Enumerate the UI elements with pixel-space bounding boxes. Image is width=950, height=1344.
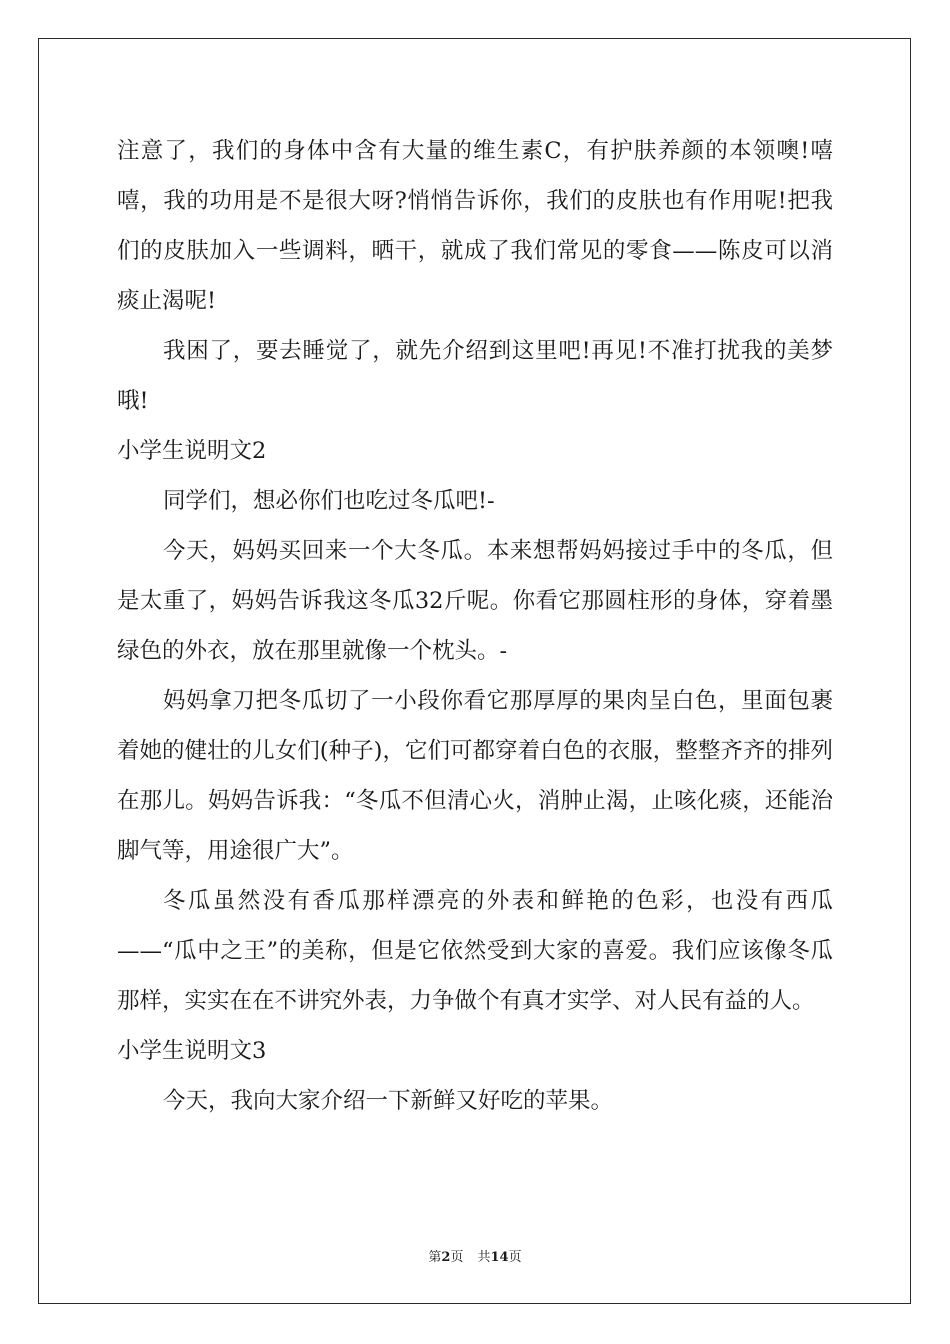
total-page-number: 14 — [490, 1250, 509, 1265]
paragraph: 同学们，想必你们也吃过冬瓜吧!- — [163, 488, 495, 514]
total-suffix: 页 — [508, 1250, 522, 1265]
page-footer — [0, 1246, 950, 1265]
page-suffix: 页 — [450, 1250, 464, 1265]
paragraph: 今天，妈妈买回来一个大冬瓜。本来想帮妈妈接过手中的冬瓜，但是太重了，妈妈告诉我这冬瓜32斤呢。你看它那圆柱形的身体，穿着墨绿色的外衣，放在那里就像一个枕头。- — [117, 538, 833, 664]
page-prefix: 第 — [428, 1250, 442, 1265]
current-page-number: 2 — [441, 1250, 451, 1265]
paragraph: 今天，我向大家介绍一下新鲜又好吃的苹果。 — [163, 1088, 614, 1114]
paragraph: 妈妈拿刀把冬瓜切了一小段你看它那厚厚的果肉呈白色，里面包裹着她的健壮的儿女们(种子)，它们可都穿着白色的衣服，整整齐齐的排列在那儿。妈妈告诉我：“冬瓜不但清心火，消肿止渴，止咳化痰，还能治脚气等，用途很广大”。 — [117, 688, 833, 864]
total-prefix: 共 — [477, 1250, 491, 1265]
paragraph: 我困了，要去睡觉了，就先介绍到这里吧!再见!不准打扰我的美梦哦! — [117, 338, 833, 414]
paragraph: 注意了，我们的身体中含有大量的维生素C，有护肤养颜的本领噢!嘻嘻，我的功用是不是很大呀?悄悄告诉你，我们的皮肤也有作用呢!把我们的皮肤加入一些调料，晒干，就成了我们常见的零食——陈皮可以消痰止渴呢! — [117, 138, 833, 314]
document-body — [117, 126, 833, 1126]
section-heading: 小学生说明文2 — [117, 438, 267, 464]
section-heading: 小学生说明文3 — [117, 1038, 267, 1064]
paragraph: 冬瓜虽然没有香瓜那样漂亮的外表和鲜艳的色彩，也没有西瓜——“瓜中之王”的美称，但是它依然受到大家的喜爱。我们应该像冬瓜那样，实实在在不讲究外表，力争做个有真才实学、对人民有益的人。 — [117, 888, 833, 1014]
